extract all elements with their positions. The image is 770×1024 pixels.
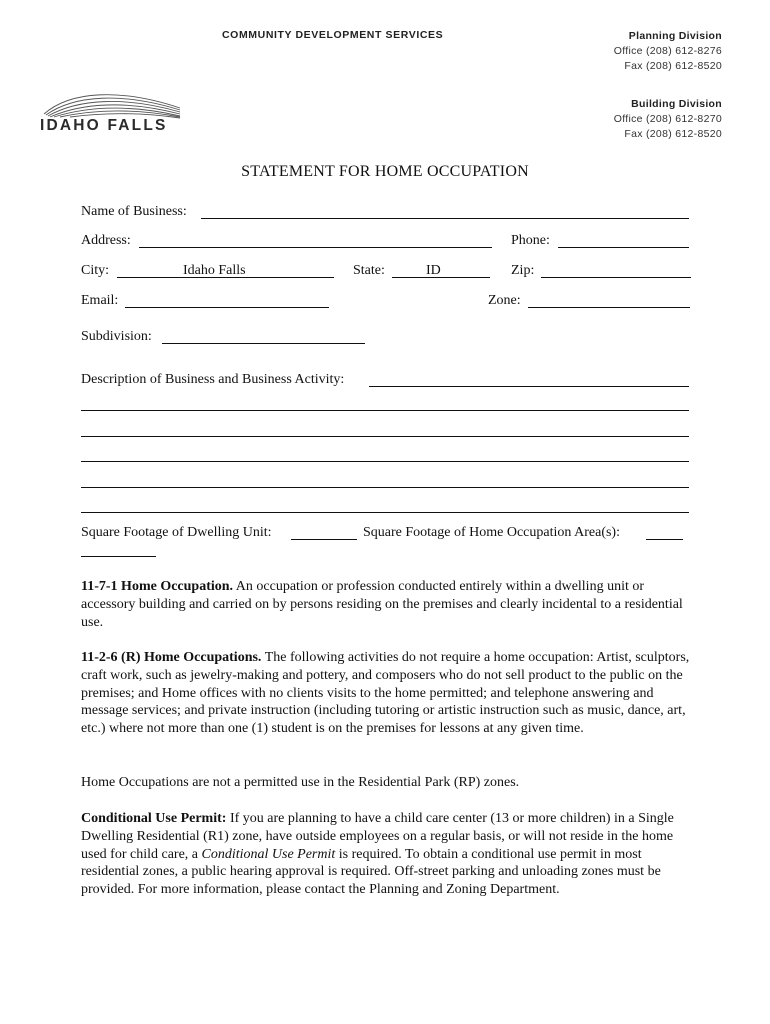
description-line-1[interactable] — [369, 386, 689, 387]
building-division-title: Building Division — [631, 98, 722, 110]
org-name: COMMUNITY DEVELOPMENT SERVICES — [222, 29, 444, 41]
section-11-2-6-text: The following activities do not require a home occupation: Artist, sculptors, craft work, such as jewelry-making and pottery, and composers who do not sell product to the public on the premises; and Home offices with no clients visits to the home permitted; and telephone answering and message services; and private instruction (including tutoring or artistic instruction such as music, dance, art, etc.) where not more than one (1) student is on the premises for lessons at any given time. — [81, 650, 690, 737]
email-label: Email: — [81, 293, 119, 308]
cup-heading: Conditional Use Permit: — [81, 811, 227, 826]
state-field[interactable] — [392, 277, 490, 278]
section-11-7-1-text: An occupation or profession conducted entirely within a dwelling unit or accessory building and carried on by persons residing on the premises and clearly incidental to a residential use. — [81, 579, 683, 630]
zip-field[interactable] — [541, 277, 691, 278]
description-line-6[interactable] — [81, 512, 689, 513]
section-11-2-6 — [81, 649, 693, 738]
page-title: STATEMENT FOR HOME OCCUPATION — [241, 163, 529, 180]
name-of-business-field[interactable] — [201, 218, 689, 219]
logo-text: IDAHO FALLS — [40, 117, 168, 134]
section-11-7-1-heading: 11-7-1 Home Occupation. — [81, 579, 234, 594]
section-11-7-1 — [81, 578, 693, 631]
sqft-occupation-label: Square Footage of Home Occupation Area(s): — [363, 525, 620, 540]
planning-office-phone: Office (208) 612-8276 — [613, 45, 722, 57]
cup-text-1: If you are planning to have a child care center (13 or more children) in a Single Dwelling Residential (R1) zone, have outside employees on a regular basis, or will not reside in the home used for child care, a — [81, 811, 674, 862]
email-field[interactable] — [125, 307, 329, 308]
description-line-5[interactable] — [81, 487, 689, 488]
cup-italic: Conditional Use Permit — [201, 846, 336, 862]
planning-division-block — [600, 30, 722, 72]
description-line-3[interactable] — [81, 436, 689, 437]
zone-label: Zone: — [488, 293, 521, 308]
phone-field[interactable] — [558, 247, 689, 248]
rp-zone-note: Home Occupations are not a permitted use in the Residential Park (RP) zones. — [81, 775, 520, 790]
name-of-business-label: Name of Business: — [81, 204, 187, 219]
subdivision-field[interactable] — [162, 343, 365, 344]
phone-label: Phone: — [511, 233, 550, 248]
section-11-2-6-heading: 11-2-6 (R) Home Occupations. — [81, 650, 262, 665]
state-label: State: — [353, 263, 385, 278]
sqft-dwelling-label: Square Footage of Dwelling Unit: — [81, 525, 272, 540]
cup-text-2: is required. To obtain a conditional use permit in most residential zones, a public hearing approval is required. Off-street parking and unloading zones must be provided. For more information, please contact the Planning and Zoning Department. — [81, 846, 661, 898]
building-division-block — [600, 98, 722, 140]
building-office-phone: Office (208) 612-8270 — [613, 113, 722, 125]
zip-label: Zip: — [511, 263, 535, 278]
city-label: City: — [81, 263, 110, 278]
description-label: Description of Business and Business Activity: — [81, 372, 345, 387]
sqft-dwelling-field[interactable] — [291, 539, 357, 540]
subdivision-label: Subdivision: — [81, 329, 152, 344]
description-line-2[interactable] — [81, 410, 689, 411]
zone-field[interactable] — [528, 307, 690, 308]
address-label: Address: — [81, 233, 131, 248]
sqft-occupation-field[interactable] — [646, 539, 683, 540]
planning-fax: Fax (208) 612-8520 — [624, 60, 722, 72]
conditional-use-permit-section — [81, 810, 693, 899]
state-value: ID — [426, 263, 441, 278]
address-field[interactable] — [139, 247, 492, 248]
planning-division-title: Planning Division — [628, 30, 722, 42]
sqft-occupation-field-continued[interactable] — [81, 556, 156, 557]
description-line-4[interactable] — [81, 461, 689, 462]
building-fax: Fax (208) 612-8520 — [624, 128, 722, 140]
city-value: Idaho Falls — [183, 263, 246, 278]
